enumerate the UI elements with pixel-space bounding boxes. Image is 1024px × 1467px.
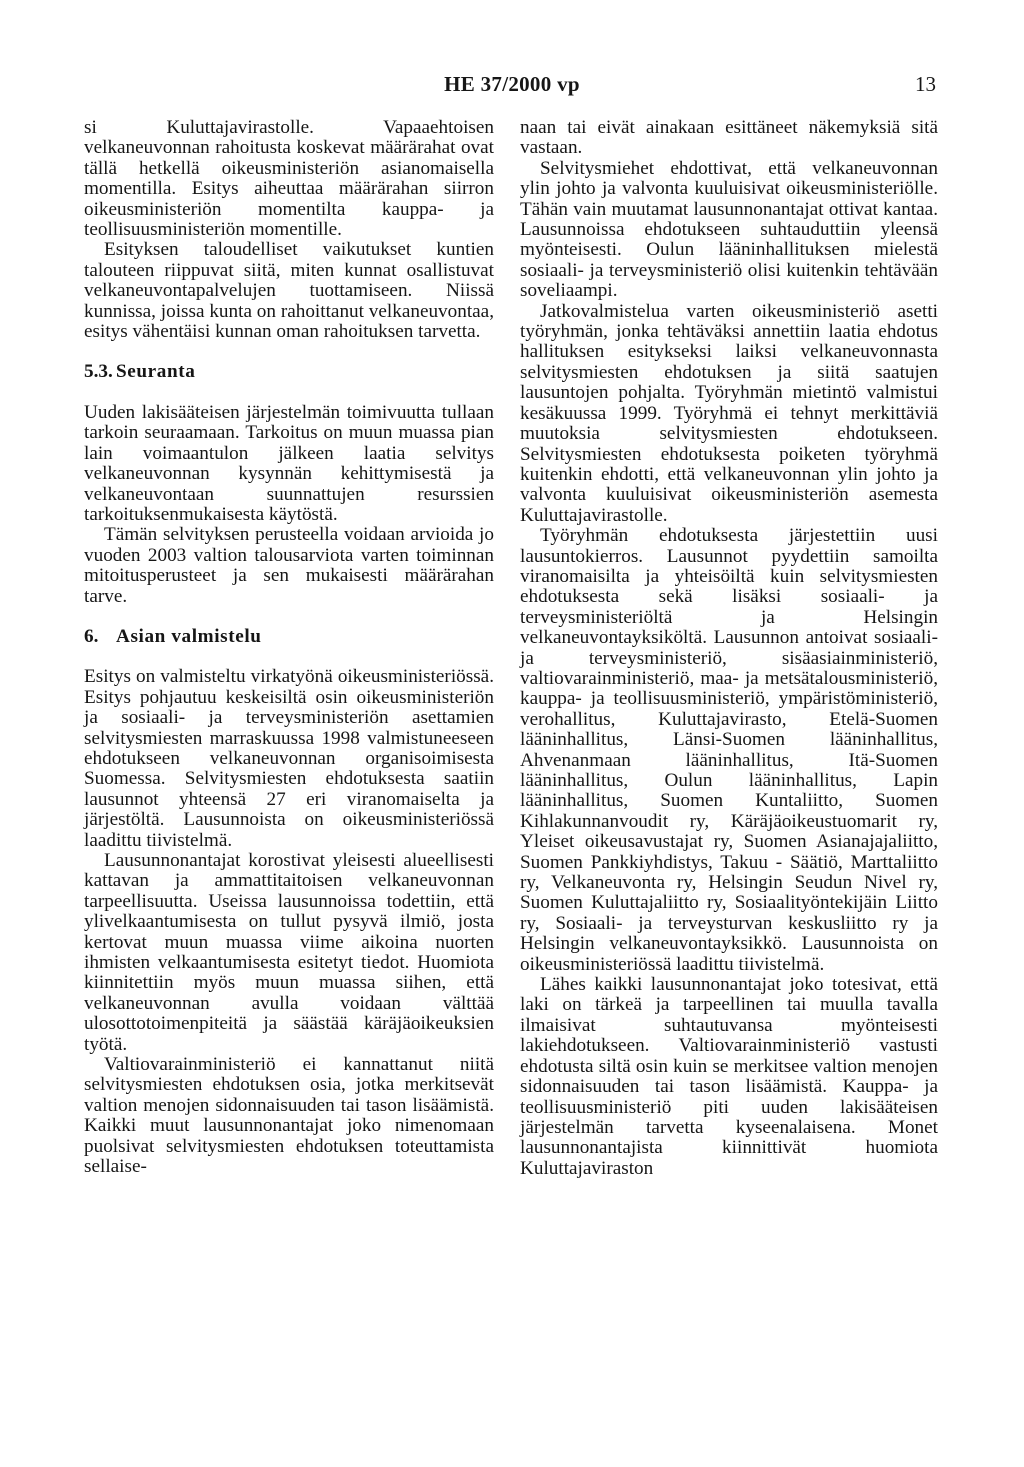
section-title: Seuranta [116, 361, 196, 383]
paragraph: Lähes kaikki lausunnonantajat joko totesivat, että laki on tärkeä ja tarpeellinen tai muulla tavalla ilmaisivat suhtautuvansa myönteisesti lakiehdotukseen. Valtiovarainministeriö vastusti ehdotusta siltä osin kuin se merkitsee valtion menojen sidonnaisuuden tai tason lisäämistä. Kauppa- ja teollisuusministeriö piti uuden lakisääteisen järjestelmän tarvetta kyseenalaisena. Monet lausunnonantajista kiinnittivät huomiota Kuluttajaviraston [520, 974, 938, 1179]
paragraph: Esitys on valmisteltu virkatyönä oikeusministeriössä. Esitys pohjautuu keskeisiltä osin oikeusministeriön ja sosiaali- ja terveysministeriön asettamien selvitysmiesten marraskuussa 1998 valmistuneeseen ehdotukseen velkaneuvonnan organisoimisesta Suomessa. Selvitysmiesten ehdotuksesta saatiin lausunnot yhteensä 27 eri viranomaiselta ja järjestöltä. Lausunnoista on oikeusministeriössä laadittu tiivistelmä. [84, 666, 494, 851]
paragraph: Valtiovarainministeriö ei kannattanut niitä selvitysmiesten ehdotuksen osia, jotka merkitsevät valtion menojen sidonnaisuuden tai tason lisäämistä. Kaikki muut lausunnonantajat joko nimenomaan puolsivat selvitysmiesten ehdotuksen toteuttamista sellaise- [84, 1054, 494, 1178]
right-column [520, 118, 938, 1179]
paragraph: si Kuluttajavirastolle. Vapaaehtoisen velkaneuvonnan rahoitusta koskevat määrärahat ovat tällä hetkellä oikeusministeriön asianomaisella momentilla. Esitys aiheuttaa määrärahan siirron oikeusministeriön momentilta kauppa- ja teollisuusministeriön momentille. [84, 117, 494, 241]
page-header [0, 72, 1024, 102]
section-heading-5-3 [84, 362, 494, 382]
paragraph: Esityksen taloudelliset vaikutukset kuntien talouteen riippuvat siitä, miten kunnat osallistuvat velkaneuvontapalvelujen tuottamiseen. Niissä kunnissa, joissa kunta on rahoittanut velkaneuvontaa, esitys vähentäisi kunnan oman rahoituksen tarvetta. [84, 239, 494, 343]
paragraph: naan tai eivät ainakaan esittäneet näkemyksiä sitä vastaan. [520, 117, 938, 159]
section-number: 6. [84, 625, 99, 647]
paragraph: Tämän selvityksen perusteella voidaan arvioida jo vuoden 2003 valtion talousarviota varten toiminnan mitoitusperusteet ja sen mukaisesti määrärahan tarve. [84, 524, 494, 607]
section-heading-6 [84, 627, 494, 647]
paragraph: Työryhmän ehdotuksesta järjestettiin uusi lausuntokierros. Lausunnot pyydettiin samoilta viranomaisilta ja yhteisöiltä kuin selvitysmiesten ehdotuksesta sekä lisäksi sosiaali- ja terveysministeriöltä ja Helsingin velkaneuvontayksiköltä. Lausunnon antoivat sosiaali- ja terveysministeriö, sisäasiainministeriö, valtiovarainministeriö, maa- ja metsätalousministeriö, kauppa- ja teollisuusministeriö, ympäristöministeriö, verohallitus, Kuluttajavirasto, Etelä-Suomen lääninhallitus, Länsi-Suomen lääninhallitus, Ahvenanmaan lääninhallitus, Itä-Suomen lääninhallitus, Oulun lääninhallitus, Lapin lääninhallitus, Suomen Kuntaliitto, Suomen Kihlakunnanvoudit ry, Käräjäoikeustuomarit ry, Yleiset oikeusavustajat ry, Suomen Asianajajaliitto, Suomen Pankkiyhdistys, Takuu - Säätiö, Marttaliitto ry, Velkaneuvonta ry, Helsingin Seudun Nivel ry, Suomen Kuluttajaliitto ry, Sosiaalityöntekijäin Liitto ry, Sosiaali- ja terveysturvan keskusliitto ry ja Helsingin velkaneuvontayksikkö. Lausunnoista on oikeusministeriössä laadittu tiivistelmä. [520, 525, 938, 975]
paragraph: Uuden lakisääteisen järjestelmän toimivuutta tullaan tarkoin seuraamaan. Tarkoitus on muun muassa pian lain voimaantulon jälkeen laatia selvitys velkaneuvonnan kysynnän kehittymisestä ja velkaneuvontaan suunnattujen resurssien tarkoituksenmukaisesta käytöstä. [84, 401, 494, 525]
page-number: 13 [915, 72, 936, 96]
paragraph: Jatkovalmistelua varten oikeusministeriö asetti työryhmän, jonka tehtäväksi annettiin laatia ehdotus hallituksen esitykseksi laiksi velkaneuvonnasta selvitysmiesten ehdotuksen ja siitä saatujen lausuntojen pohjalta. Työryhmän mietintö valmistui kesäkuussa 1999. Työryhmä ei tehnyt merkittäviä muutoksia selvitysmiesten ehdotukseen. Selvitysmiesten ehdotuksesta poiketen työryhmä kuitenkin ehdotti, että velkaneuvonnan ylin johto ja valvonta kuuluisivat oikeusministeriön asemesta Kuluttajavirastolle. [520, 300, 938, 526]
document-id: HE 37/2000 vp [444, 72, 580, 96]
section-title: Asian valmistelu [116, 625, 262, 647]
left-column [84, 118, 494, 1178]
section-number: 5.3. [84, 361, 113, 383]
paragraph: Selvitysmiehet ehdottivat, että velkaneuvonnan ylin johto ja valvonta kuuluisivat oikeusministeriölle. Tähän vain muutamat lausunnonantajat ottivat kantaa. Lausunnoissa ehdotukseen suhtauduttiin yleensä myönteisesti. Oulun lääninhallituksen mielestä sosiaali- ja terveysministeriö olisi kuitenkin tehtävään soveliaampi. [520, 157, 938, 302]
paragraph: Lausunnonantajat korostivat yleisesti alueellisesti kattavan ja ammattitaitoisen velkaneuvonnan tarpeellisuutta. Useissa lausunnoissa todettiin, että ylivelkaantumisesta on tullut pysyvä ilmiö, josta kertovat muun muassa viime aikoina nuorten ihmisten velkaantumisesta esitetyt tiedot. Huomiota kiinnitettiin myös muun muassa siihen, että velkaneuvonnan avulla voidaan välttää ulosottotoimenpiteitä ja säästää käräjäoikeuksien työtä. [84, 850, 494, 1055]
